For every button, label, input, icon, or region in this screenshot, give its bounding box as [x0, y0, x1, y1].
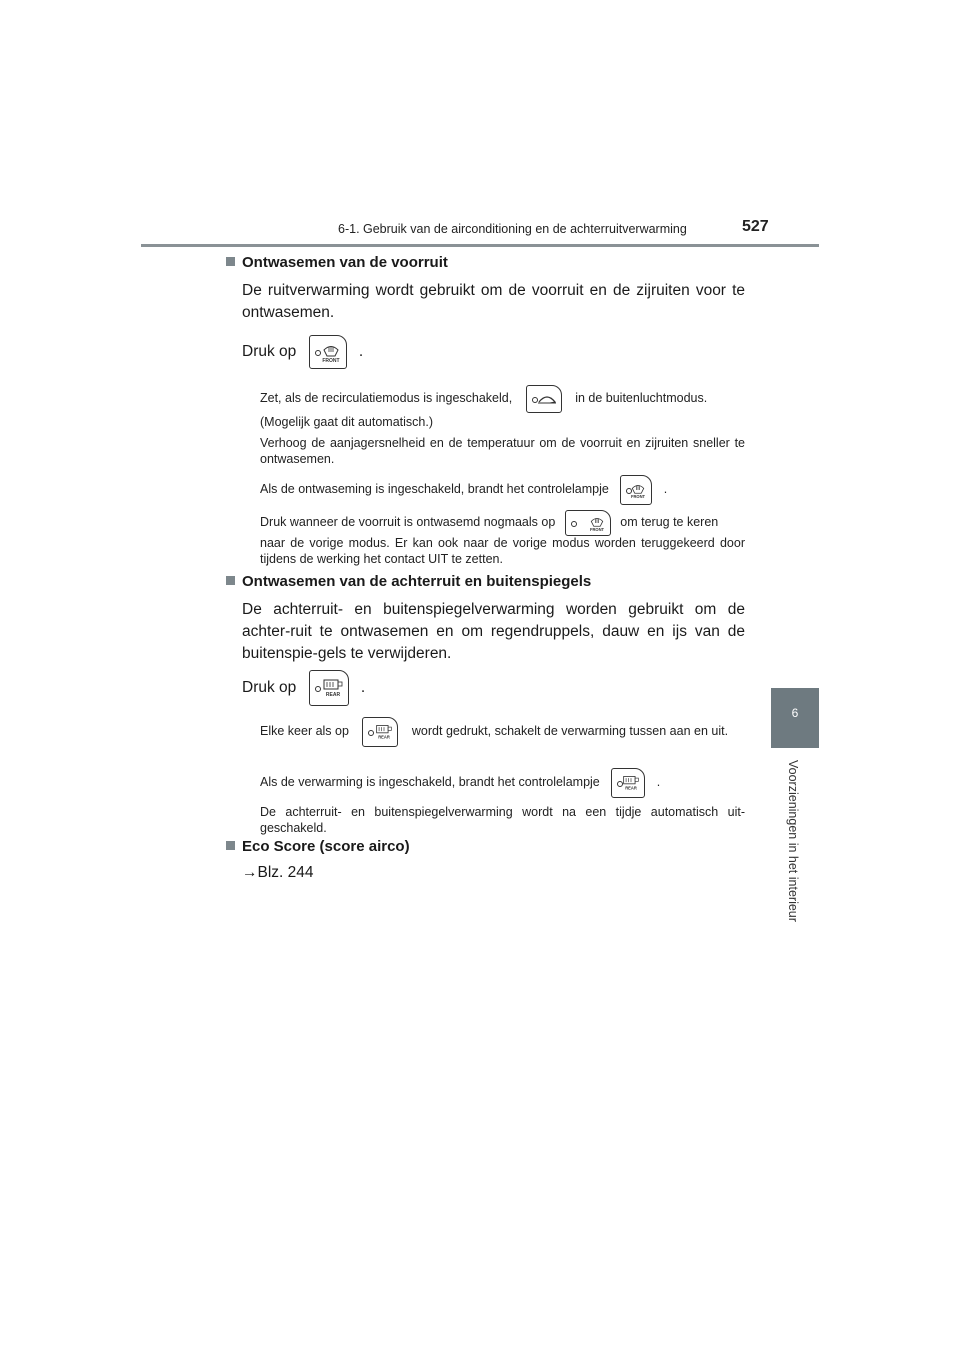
section-heading-eco: Eco Score (score airco): [226, 838, 410, 855]
bullet-square-icon: [226, 257, 235, 266]
note-recirculation: Zet, als de recirculatiemodus is ingeschakeld, in de buitenluchtmodus.: [260, 384, 745, 413]
rear-defogger-button-icon: [309, 670, 349, 706]
rear-indicator-icon: [611, 768, 645, 798]
section-heading-front: Ontwasemen van de voorruit: [226, 254, 448, 271]
svg-text:REAR: REAR: [625, 785, 638, 791]
note-automatic: (Mogelijk gaat dit automatisch.): [260, 415, 433, 429]
note-indicator-rear: Als de verwarming is ingeschakeld, brandt het controlelampje REAR .: [260, 765, 745, 799]
section-heading-rear: Ontwasemen van de achterruit en buitenspiegels: [226, 573, 591, 590]
rear-defogger-button-icon-2: [362, 717, 398, 747]
note-press-again: Druk wanneer de voorruit is ontwasemd nogmaals op FRONT om terug te keren: [260, 506, 745, 538]
eco-page-reference[interactable]: →Blz. 244: [242, 864, 314, 881]
svg-text:FRONT: FRONT: [321, 357, 340, 363]
chapter-tab: [771, 688, 819, 748]
header-title: 6-1. Gebruik van de airconditioning en de achterruitverwarming: [338, 222, 687, 236]
bullet-square-icon: [226, 576, 235, 585]
svg-text:FRONT: FRONT: [631, 493, 646, 499]
front-defogger-button-icon: [309, 335, 347, 369]
front-defogger-button-icon-2: [565, 510, 611, 536]
header-rule: [141, 244, 819, 247]
recirculation-button-icon: [526, 385, 562, 413]
press-instruction-front: Druk op FRONT .: [242, 334, 745, 370]
svg-text:REAR: REAR: [378, 734, 391, 740]
svg-text:REAR: REAR: [325, 691, 340, 698]
note-previous-mode: naar de vorige modus. Er kan ook naar de vorige modus worden teruggekeerd door tijdens de werking het contact UIT te zetten.: [260, 536, 745, 566]
svg-text:FRONT: FRONT: [589, 526, 604, 532]
press-instruction-rear: Druk op REAR .: [242, 668, 745, 708]
note-auto-off: De achterruit- en buitenspiegelverwarming wordt na een tijdje automatisch uit-geschakeld.: [260, 805, 745, 835]
front-indicator-icon: [620, 475, 652, 505]
page-number: 527: [742, 218, 769, 235]
section-body-rear: De achterruit- en buitenspiegelverwarming worden gebruikt om de achter-ruit te ontwasemen en om regendruppels, dauw en ijs van de buitenspie-gels te verwijderen.: [242, 601, 745, 662]
note-blower-speed: Verhoog de aanjagersnelheid en de temperatuur om de voorruit en zijruiten sneller te ontwasemen.: [260, 436, 745, 466]
note-indicator-front: Als de ontwaseming is ingeschakeld, brandt het controlelampje FRONT .: [260, 472, 745, 506]
chapter-number: 6: [791, 706, 799, 720]
chapter-label-text: Voorzieningen in het interieur: [786, 760, 800, 922]
section-body-front: De ruitverwarming wordt gebruikt om de voorruit en de zijruiten voor te ontwasemen.: [242, 282, 745, 321]
bullet-square-icon: [226, 841, 235, 850]
chapter-label: [784, 760, 808, 930]
note-toggle-rear: Elke keer als op REAR wordt gedrukt, schakelt de verwarming tussen aan en uit.: [260, 715, 745, 747]
